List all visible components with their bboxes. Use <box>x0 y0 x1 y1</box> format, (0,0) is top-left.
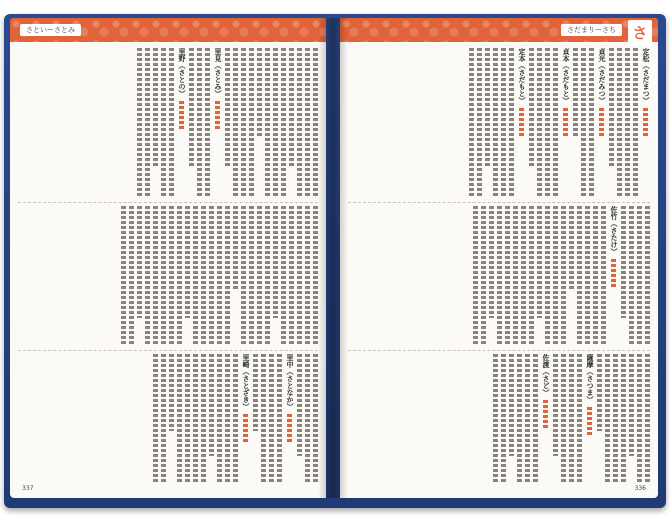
text-column <box>209 354 214 456</box>
text-column <box>129 206 134 346</box>
entry-title: 定本（さだもと） <box>518 48 526 104</box>
page-number: 337 <box>22 485 34 492</box>
text-column <box>629 206 634 346</box>
text-column <box>481 206 486 346</box>
entry <box>541 354 550 482</box>
right-header-label: さだまりーさち <box>561 24 622 36</box>
text-column <box>533 354 538 482</box>
rank-marker <box>179 101 184 129</box>
text-column <box>205 48 210 198</box>
text-column <box>201 354 206 482</box>
text-column <box>477 48 482 198</box>
text-column <box>153 48 158 168</box>
text-column <box>145 48 150 198</box>
text-column <box>201 206 206 346</box>
text-column <box>485 48 490 168</box>
section-divider <box>348 350 650 351</box>
text-column <box>509 48 514 198</box>
text-column <box>305 48 310 198</box>
text-column <box>137 48 142 198</box>
entry <box>641 48 650 198</box>
entry-title: 里崎（さとざき） <box>242 354 250 410</box>
right-section-3 <box>348 354 650 482</box>
text-column <box>297 206 302 346</box>
text-column <box>521 206 526 346</box>
text-column <box>233 354 238 482</box>
text-column <box>161 48 166 198</box>
text-column <box>553 354 558 456</box>
text-column <box>209 206 214 346</box>
text-column <box>569 206 574 290</box>
text-column <box>473 206 478 346</box>
entry-title: 里野（さとの） <box>178 48 186 97</box>
text-column <box>161 206 166 346</box>
text-column <box>249 206 254 346</box>
rank-marker <box>519 108 524 136</box>
text-column <box>169 206 174 346</box>
text-column <box>185 354 190 482</box>
entry <box>585 354 594 482</box>
text-column <box>193 206 198 346</box>
text-column <box>277 354 282 482</box>
text-column <box>553 48 558 198</box>
text-column <box>177 206 182 346</box>
text-column <box>281 206 286 346</box>
text-column <box>545 48 550 198</box>
rank-marker <box>643 108 648 136</box>
text-column <box>621 206 626 318</box>
text-column <box>197 48 202 198</box>
text-column <box>597 354 602 431</box>
rank-marker <box>599 108 604 136</box>
text-column <box>145 206 150 346</box>
text-column <box>265 206 270 346</box>
text-column <box>289 206 294 346</box>
text-column <box>645 206 650 346</box>
text-column <box>469 48 474 198</box>
right-page-header <box>340 18 658 42</box>
left-section-2 <box>18 206 318 346</box>
entry-title: 貞本（さだもと） <box>562 48 570 104</box>
right-section-2 <box>348 206 650 346</box>
text-column <box>629 354 634 456</box>
entry-title: 里見（さとみ） <box>214 48 222 97</box>
text-column <box>501 48 506 198</box>
entry-title: 佐竹（さたけ） <box>610 206 618 255</box>
book-gutter <box>318 18 348 498</box>
text-column <box>593 206 598 346</box>
text-column <box>509 354 514 456</box>
text-column <box>645 354 650 482</box>
section-divider <box>18 202 318 203</box>
text-column <box>233 206 238 290</box>
left-page <box>10 18 326 498</box>
rank-marker <box>587 407 592 435</box>
text-column <box>249 48 254 198</box>
text-column <box>637 206 642 346</box>
text-column <box>225 206 230 346</box>
text-column <box>169 48 174 198</box>
text-column <box>269 354 274 482</box>
text-column <box>217 206 222 346</box>
text-column <box>585 206 590 346</box>
entry <box>609 206 618 346</box>
text-column <box>625 48 630 198</box>
text-column <box>637 354 642 482</box>
text-column <box>253 354 258 431</box>
entry-title: 里中（さとなか） <box>286 354 294 410</box>
text-column <box>225 48 230 168</box>
text-column <box>529 206 534 346</box>
text-column <box>137 206 142 318</box>
text-column <box>289 48 294 168</box>
text-column <box>241 206 246 346</box>
text-column <box>589 48 594 198</box>
text-column <box>273 48 278 198</box>
text-column <box>493 48 498 198</box>
text-column <box>601 206 606 346</box>
text-column <box>573 48 578 138</box>
entry <box>177 48 186 198</box>
rank-marker <box>611 259 616 287</box>
entry <box>241 354 250 482</box>
text-column <box>297 48 302 198</box>
text-column <box>281 48 286 198</box>
text-column <box>257 206 262 346</box>
text-column <box>153 354 158 482</box>
text-column <box>261 354 266 482</box>
text-column <box>525 354 530 482</box>
text-column <box>233 48 238 198</box>
text-column <box>225 354 230 482</box>
text-column <box>273 206 278 318</box>
right-section-1 <box>348 48 650 198</box>
entry-title: 薩摩（さつま） <box>586 354 594 403</box>
left-page-header <box>10 18 326 42</box>
entry-title: 貞光（さだみつ） <box>598 48 606 104</box>
left-section-3 <box>18 354 318 482</box>
index-tab: さ <box>628 20 652 46</box>
text-column <box>577 206 582 346</box>
rank-marker <box>243 414 248 442</box>
entry-title: 定松（さだまつ） <box>642 48 650 104</box>
text-column <box>161 354 166 482</box>
text-column <box>493 354 498 482</box>
entry-title: 佐渡（さど） <box>542 354 550 396</box>
text-column <box>633 48 638 198</box>
text-column <box>621 354 626 482</box>
right-page <box>340 18 658 498</box>
text-column <box>489 206 494 318</box>
text-column <box>609 48 614 168</box>
rank-marker <box>543 400 548 428</box>
rank-marker <box>287 414 292 442</box>
section-divider <box>348 202 650 203</box>
text-column <box>305 206 310 346</box>
text-column <box>257 48 262 138</box>
text-column <box>605 354 610 482</box>
left-section-1 <box>18 48 318 198</box>
text-column <box>193 354 198 482</box>
text-column <box>153 206 158 346</box>
text-column <box>617 48 622 198</box>
text-column <box>561 206 566 346</box>
entry <box>213 48 222 198</box>
text-column <box>121 206 126 346</box>
text-column <box>569 354 574 482</box>
text-column <box>505 206 510 346</box>
text-column <box>517 354 522 482</box>
text-column <box>241 48 246 198</box>
rank-marker <box>563 108 568 136</box>
entry <box>517 48 526 198</box>
text-column <box>537 48 542 198</box>
entry <box>597 48 606 198</box>
text-column <box>553 206 558 346</box>
text-column <box>169 354 174 431</box>
text-column <box>613 354 618 482</box>
page-number: 336 <box>634 485 646 492</box>
text-column <box>305 354 310 482</box>
text-column <box>501 354 506 482</box>
text-column <box>529 48 534 168</box>
text-column <box>545 206 550 346</box>
text-column <box>185 206 190 318</box>
text-column <box>497 206 502 346</box>
entry <box>285 354 294 482</box>
text-column <box>177 354 182 482</box>
entry <box>561 48 570 198</box>
text-column <box>577 354 582 482</box>
section-divider <box>18 350 318 351</box>
text-column <box>189 48 194 168</box>
text-column <box>537 206 542 318</box>
text-column <box>297 354 302 456</box>
left-header-label: さといーさとみ <box>20 24 81 36</box>
text-column <box>265 48 270 198</box>
text-column <box>581 48 586 198</box>
rank-marker <box>215 101 220 129</box>
text-column <box>217 354 222 482</box>
text-column <box>561 354 566 482</box>
text-column <box>513 206 518 346</box>
